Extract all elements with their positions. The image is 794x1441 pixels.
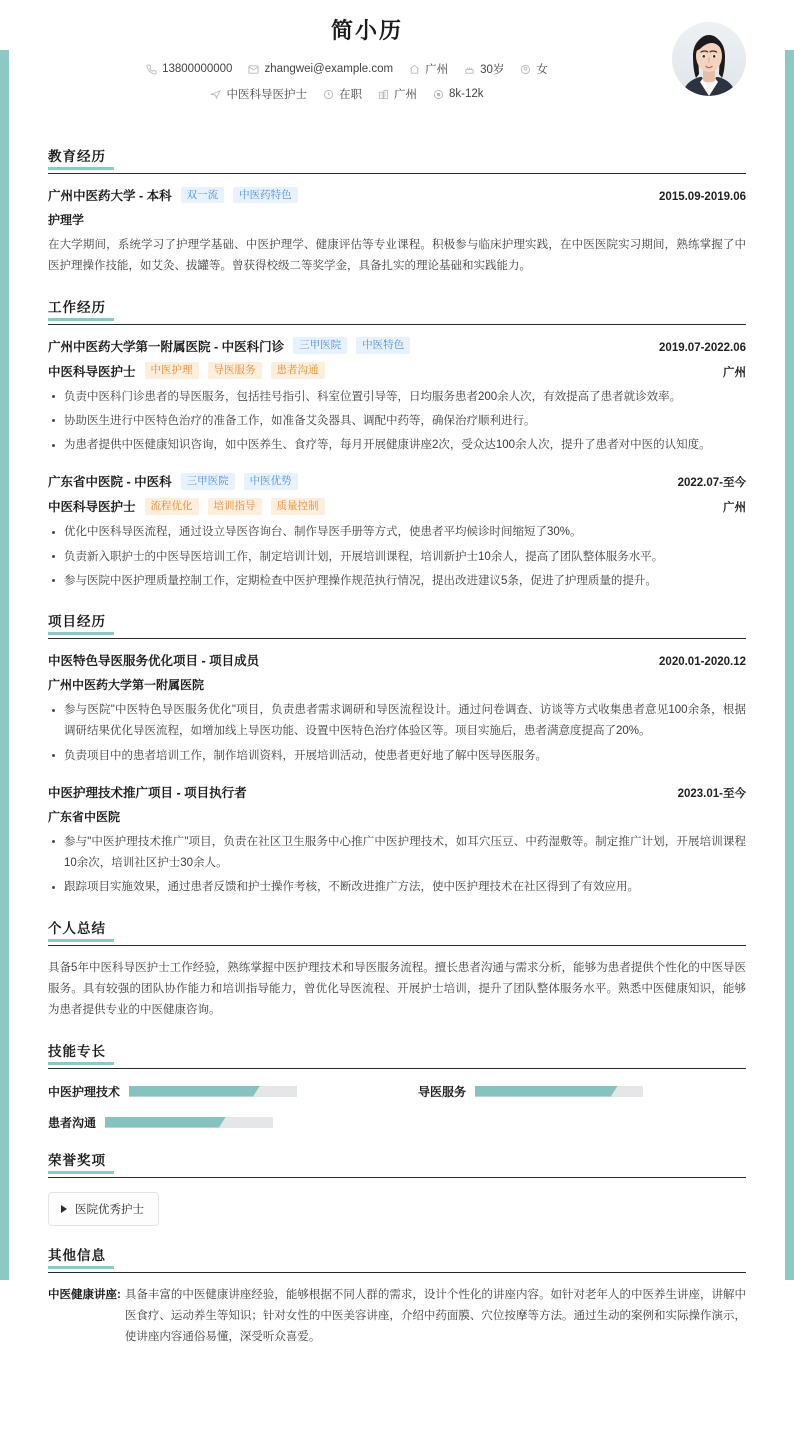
project-entry: [48, 651, 746, 767]
work-role-tag: 流程优化: [145, 498, 199, 515]
work-role: 中医科导医护士: [48, 500, 136, 515]
section-title-project: 项目经历: [48, 610, 106, 634]
work-bullet: 为患者提供中医健康知识咨询，如中医养生、食疗等，每月开展健康讲座2次，受众达100余人次，提升了患者对中医的认知度。: [48, 435, 746, 456]
contact-row-secondary: [48, 86, 746, 102]
work-role: 中医科导医护士: [48, 364, 136, 379]
section-title-summary: 个人总结: [48, 917, 106, 941]
section-project: [48, 610, 746, 899]
section-header-awards: [48, 1149, 746, 1178]
section-skills: [48, 1040, 746, 1131]
education-tag: 中医药特色: [233, 187, 298, 204]
project-entry-headline: [48, 651, 746, 669]
work-bullets: [48, 387, 746, 457]
summary-text: 具备5年中医科导医护士工作经验，熟练掌握中医护理技术和导医服务流程。擅长患者沟通与需求分析，能够为患者提供个性化的中医导医服务。具有较强的团队协作能力和培训指导能力，曾优化导医流程、开展护士培训，提升了团队整体服务水平。熟悉中医健康知识，能够为患者提供专业的中医健康咨询。: [48, 961, 746, 1017]
gender-icon: [520, 64, 531, 75]
skill-progress-fill: [105, 1117, 226, 1128]
work-bullet: 优化中医科导医流程，通过设立导医咨询台、制作导医手册等方式，使患者平均候诊时间缩短了30%。: [48, 522, 746, 543]
section-summary: [48, 917, 746, 1022]
skill-label: 患者沟通: [48, 1115, 97, 1130]
work-date: 2019.07-2022.06: [659, 341, 746, 354]
project-bullet: 跟踪项目实施效果，通过患者反馈和护士操作考核，不断改进推广方法，使中医护理技术在社区得到了有效应用。: [48, 877, 746, 898]
section-other: [48, 1244, 746, 1349]
contact-age: [464, 61, 504, 77]
education-date: 2015.09-2019.06: [659, 191, 746, 203]
contact-position-text: 中医科导医护士: [226, 89, 307, 101]
contact-phone: [146, 63, 232, 75]
award-label: 医院优秀护士: [75, 1203, 144, 1216]
section-header-summary: [48, 917, 746, 946]
section-awards: [48, 1149, 746, 1226]
contact-email: [248, 63, 393, 75]
skill-item: [48, 1083, 376, 1100]
project-entry-headline: [48, 783, 746, 801]
project-org: 广州中医药大学第一附属医院: [48, 678, 205, 693]
education-tag: 双一流: [181, 187, 225, 204]
contact-status-text: 在职: [338, 89, 362, 101]
section-work: [48, 296, 746, 593]
caret-right-icon[interactable]: [61, 1205, 67, 1213]
education-school: 广州中医药大学 - 本科: [48, 189, 172, 203]
skill-item: [418, 1083, 746, 1100]
project-name: 中医特色导医服务优化项目 - 项目成员: [48, 654, 260, 669]
other-info-row: [48, 1285, 746, 1349]
work-bullet: 负责新入职护士的中医导医培训工作，制定培训计划，开展培训课程，培训新护士10余人，提高了团队整体服务水平。: [48, 547, 746, 568]
status-icon: [323, 89, 334, 100]
work-role-tag: 患者沟通: [271, 362, 325, 379]
contact-hometown: [409, 61, 448, 77]
project-name: 中医护理技术推广项目 - 项目执行者: [48, 785, 247, 800]
work-location: 广州: [723, 366, 746, 379]
work-location: 广州: [723, 502, 746, 515]
education-entry-headline: [48, 186, 746, 204]
project-date: 2020.01-2020.12: [659, 656, 746, 669]
contact-gender-text: 女: [536, 64, 548, 76]
section-title-education: 教育经历: [48, 145, 106, 169]
page-title: 简小历: [330, 18, 403, 43]
section-title-other: 其他信息: [48, 1244, 106, 1268]
contact-age-text: 30岁: [480, 64, 505, 76]
project-date: 2023.01-至今: [677, 787, 746, 800]
project-bullets: [48, 832, 746, 899]
work-entry-roleline: [48, 497, 746, 515]
mail-icon: [248, 64, 259, 75]
work-bullets: [48, 522, 746, 592]
other-info-text: 具备丰富的中医健康讲座经验，能够根据不同人群的需求，设计个性化的讲座内容。如针对老年人的中医养生讲座，讲解中医食疗、运动养生等知识；针对女性的中医美容讲座，介绍中药面膜、穴位按摩等方法。通过生动的案例和实际操作演示，使讲座内容通俗易懂，深受听众喜爱。: [124, 1288, 746, 1344]
work-tag: 三甲医院: [293, 337, 347, 354]
section-header-education: [48, 145, 746, 174]
work-role-tag: 培训指导: [208, 498, 262, 515]
briefcase-icon: [210, 89, 221, 100]
work-bullet: 参与医院中医护理质量控制工作，定期检查中医护理操作规范执行情况，提出改进建议5条，促进了护理质量的提升。: [48, 571, 746, 592]
skill-progress-track: [475, 1086, 643, 1097]
education-entry: [48, 186, 746, 278]
resume-header: [48, 0, 746, 127]
city-icon: [378, 89, 389, 100]
project-bullet: 参与医院"中医特色导医服务优化"项目，负责患者需求调研和导医流程设计。通过问卷调查、访谈等方式收集患者意见100余条，根据调研结果优化导医流程，如增加线上导医功能、设置中医特色治疗体验区等。项目实施后，患者满意度提高了20%。: [48, 700, 746, 743]
contact-city: [378, 86, 417, 102]
work-role-tag: 质量控制: [271, 498, 325, 515]
work-bullet: 负责中医科门诊患者的导医服务，包括挂号指引、科室位置引导等，日均服务患者200余人次，有效提高了患者就诊效率。: [48, 387, 746, 408]
work-tag: 中医特色: [356, 337, 410, 354]
skill-item: [48, 1114, 376, 1131]
section-header-other: [48, 1244, 746, 1273]
work-entry-headline: [48, 337, 746, 355]
other-info-label: 中医健康讲座:: [48, 1288, 121, 1301]
project-org: 广东省中医院: [48, 809, 121, 824]
work-role-tag: 中医护理: [145, 362, 199, 379]
work-role-tag: 导医服务: [208, 362, 262, 379]
project-entry: [48, 783, 746, 899]
section-title-skills: 技能专长: [48, 1040, 106, 1064]
section-header-skills: [48, 1040, 746, 1069]
work-tag: 中医优势: [244, 473, 298, 490]
section-title-work: 工作经历: [48, 296, 106, 320]
skill-progress-track: [105, 1117, 273, 1128]
work-bullet: 协助医生进行中医特色治疗的准备工作，如准备艾灸器具、调配中药等，确保治疗顺利进行。: [48, 411, 746, 432]
work-company: 广东省中医院 - 中医科: [48, 475, 172, 490]
skill-label: 导医服务: [418, 1084, 467, 1099]
contact-gender: [520, 61, 548, 77]
project-bullet: 负责项目中的患者培训工作，制作培训资料，开展培训活动，使患者更好地了解中医导医服务。: [48, 746, 746, 767]
award-item[interactable]: [48, 1192, 159, 1226]
contact-city-text: 广州: [393, 89, 417, 101]
contact-phone-text: 13800000000: [162, 63, 233, 75]
section-education: [48, 145, 746, 278]
contact-hometown-text: 广州: [425, 64, 449, 76]
section-header-work: [48, 296, 746, 325]
contact-salary: [433, 88, 484, 100]
avatar: [672, 22, 746, 96]
skill-label: 中医护理技术: [48, 1084, 121, 1099]
work-entry: [48, 337, 746, 457]
work-entry-headline: [48, 472, 746, 490]
work-date: 2022.07-至今: [677, 477, 746, 490]
education-description: 在大学期间，系统学习了护理学基础、中医护理学、健康评估等专业课程。积极参与临床护理实践，在中医医院实习期间，熟练掌握了中医护理操作技能，如艾灸、拔罐等。曾获得校级二等奖学金，具备扎实的理论基础和实践能力。: [48, 239, 746, 273]
work-entry: [48, 472, 746, 592]
section-header-project: [48, 610, 746, 639]
cake-icon: [464, 64, 475, 75]
awards-list: [48, 1190, 746, 1226]
contact-salary-text: 8k-12k: [448, 88, 484, 100]
education-major: 护理学: [48, 213, 85, 227]
skill-progress-fill: [129, 1086, 260, 1097]
section-title-awards: 荣誉奖项: [48, 1149, 106, 1173]
contact-row-primary: [48, 61, 746, 77]
project-bullet: 参与"中医护理技术推广"项目，负责在社区卫生服务中心推广中医护理技术，如耳穴压豆、中药湿敷等。制定推广计划，开展培训课程10余次，培训社区护士30余人。: [48, 832, 746, 875]
contact-status: [323, 86, 362, 102]
home-icon: [409, 64, 420, 75]
skills-grid: [48, 1081, 746, 1131]
work-tag: 三甲医院: [181, 473, 235, 490]
work-entry-roleline: [48, 362, 746, 380]
work-company: 广州中医药大学第一附属医院 - 中医科门诊: [48, 339, 285, 354]
phone-icon: [146, 64, 157, 75]
contact-email-text: zhangwei@example.com: [264, 63, 394, 75]
salary-icon: [433, 89, 444, 100]
skill-progress-track: [129, 1086, 297, 1097]
skill-progress-fill: [475, 1086, 618, 1097]
project-bullets: [48, 700, 746, 767]
contact-position: [210, 86, 307, 102]
